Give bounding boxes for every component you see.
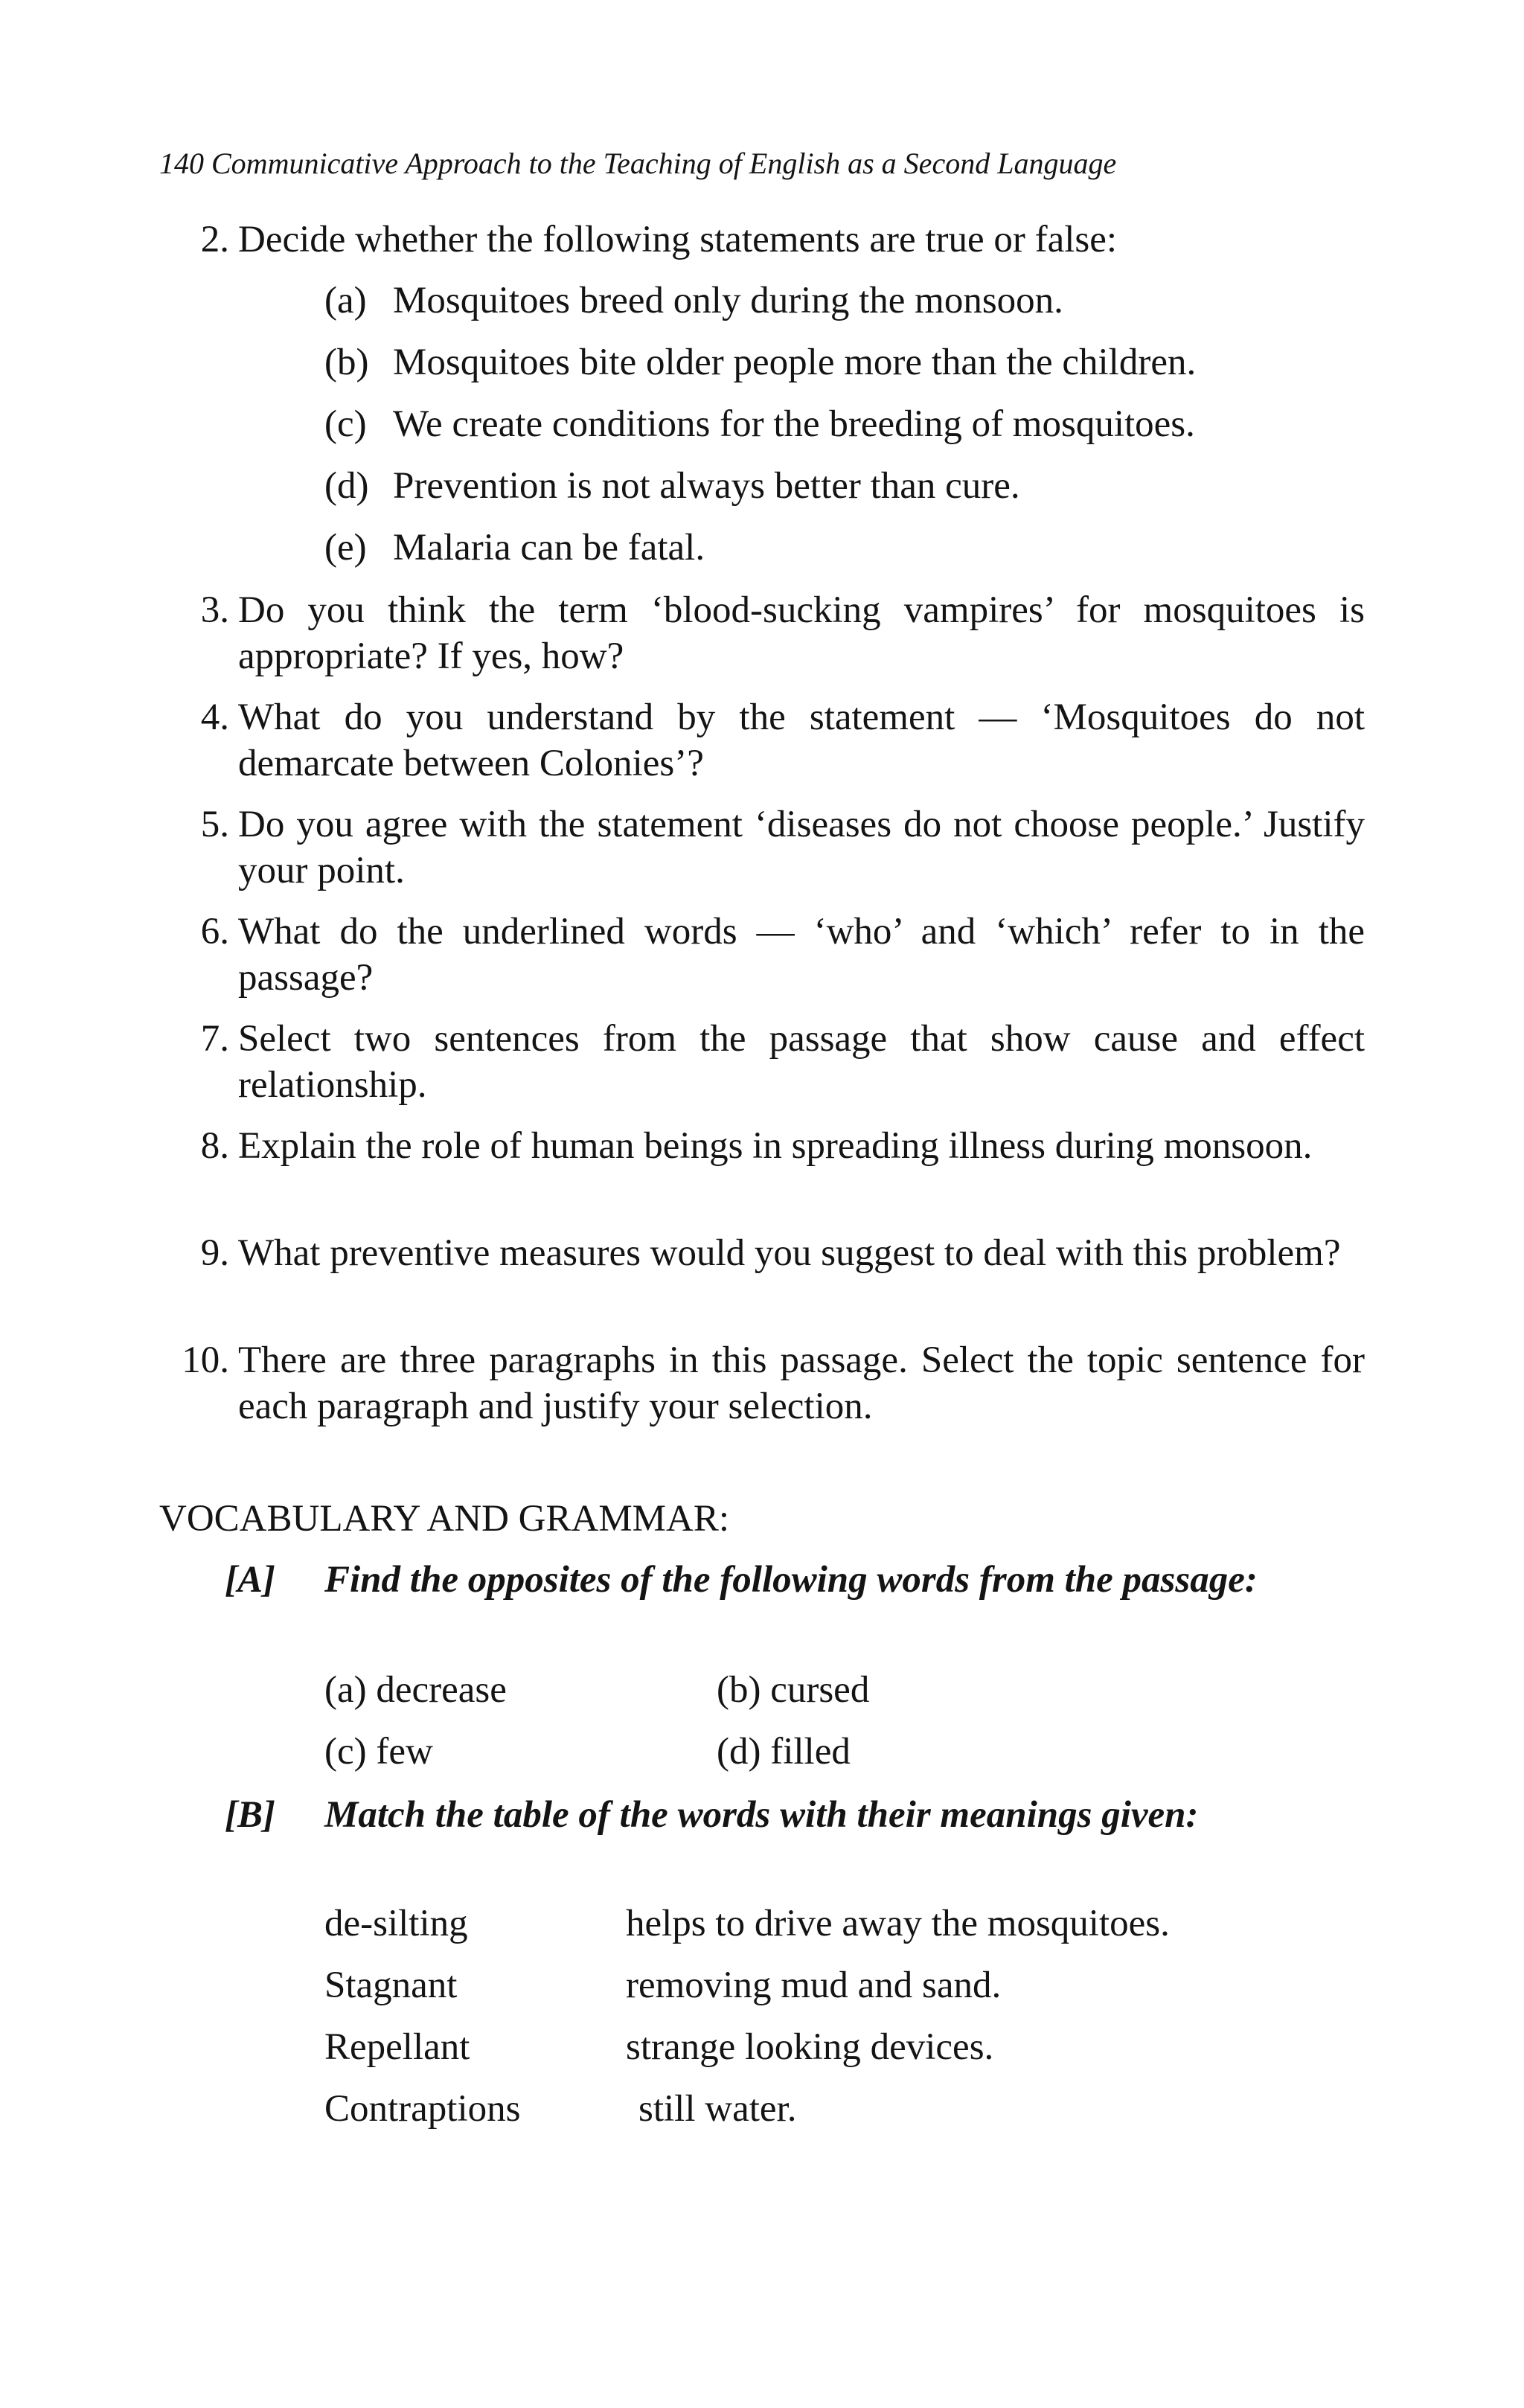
statement-c: [324, 401, 1366, 447]
statement-b: [324, 339, 1366, 385]
question-number: 8.: [200, 1125, 229, 1167]
statement-label: (c): [324, 403, 367, 445]
match-meaning: helps to drive away the mosquitoes.: [626, 1903, 1170, 1944]
question-number: 2.: [200, 219, 229, 260]
question-text: Explain the role of human beings in spreading illness during monsoon.: [238, 1125, 1313, 1167]
question-number: 10.: [182, 1339, 229, 1381]
task-text: Match the table of the words with their meanings given:: [324, 1794, 1199, 1836]
opposite-item: (b) cursed: [717, 1669, 870, 1711]
question-text: Decide whether the following statements are true or false:: [238, 219, 1118, 260]
question-3: [200, 587, 1365, 679]
task-label: [B]: [225, 1794, 275, 1836]
question-text: Do you think the term ‘blood-sucking vampires’ for mosquitoes is appropriate? If yes, how?: [238, 589, 1365, 677]
question-text: There are three paragraphs in this passage. Select the topic sentence for each paragraph and justify your selection.: [238, 1339, 1365, 1427]
page-header: 140 Communicative Approach to the Teaching of English as a Second Language: [159, 147, 1117, 180]
statement-label: (e): [324, 527, 367, 569]
task-a: [225, 1557, 1366, 1603]
task-text: Find the opposites of the following words from the passage:: [324, 1559, 1258, 1601]
question-text: Do you agree with the statement ‘diseases do not choose people.’ Justify your point.: [238, 804, 1365, 891]
match-word: Repellant: [324, 2026, 470, 2068]
question-4: [200, 694, 1365, 787]
statement-e: [324, 525, 1366, 571]
opposite-item: (c) few: [324, 1731, 433, 1773]
statement-a: [324, 278, 1366, 324]
question-9: [200, 1230, 1365, 1276]
statement-text: Malaria can be fatal.: [393, 527, 705, 569]
question-text: What preventive measures would you suggest to deal with this problem?: [238, 1232, 1341, 1274]
question-text: Select two sentences from the passage that show cause and effect relationship.: [238, 1018, 1365, 1106]
question-7: [200, 1016, 1365, 1108]
question-6: [200, 909, 1365, 1001]
question-number: 5.: [200, 804, 229, 845]
question-number: 7.: [200, 1018, 229, 1060]
question-5: [200, 801, 1365, 894]
section-title: VOCABULARY AND GRAMMAR:: [159, 1498, 730, 1540]
statement-text: Mosquitoes breed only during the monsoon.: [393, 280, 1063, 321]
task-label: [A]: [225, 1559, 275, 1601]
opposite-item: (d) filled: [717, 1731, 851, 1773]
question-number: 9.: [200, 1232, 229, 1274]
match-word: Stagnant: [324, 1964, 458, 2006]
question-text: What do you understand by the statement — ‘Mosquitoes do not demarcate between Colonies’?: [238, 697, 1365, 784]
match-word: Contraptions: [324, 2088, 521, 2130]
task-b: [225, 1792, 1366, 1838]
question-10: [182, 1337, 1365, 1429]
opposite-item: (a) decrease: [324, 1669, 507, 1711]
question-number: 6.: [200, 911, 229, 952]
statement-text: Prevention is not always better than cure.: [393, 465, 1020, 507]
match-meaning: strange looking devices.: [626, 2026, 994, 2068]
match-meaning: removing mud and sand.: [626, 1964, 1002, 2006]
statement-label: (d): [324, 465, 369, 507]
statement-text: We create conditions for the breeding of mosquitoes.: [393, 403, 1195, 445]
match-meaning: still water.: [638, 2088, 797, 2130]
question-number: 3.: [200, 589, 229, 631]
statement-text: Mosquitoes bite older people more than the children.: [393, 342, 1197, 383]
question-8: [200, 1123, 1365, 1169]
match-word: de-silting: [324, 1903, 468, 1944]
question-2: [200, 217, 1365, 263]
statement-label: (b): [324, 342, 369, 383]
statement-d: [324, 463, 1366, 509]
statement-label: (a): [324, 280, 367, 321]
question-number: 4.: [200, 697, 229, 738]
question-text: What do the underlined words — ‘who’ and ‘which’ refer to in the passage?: [238, 911, 1365, 999]
